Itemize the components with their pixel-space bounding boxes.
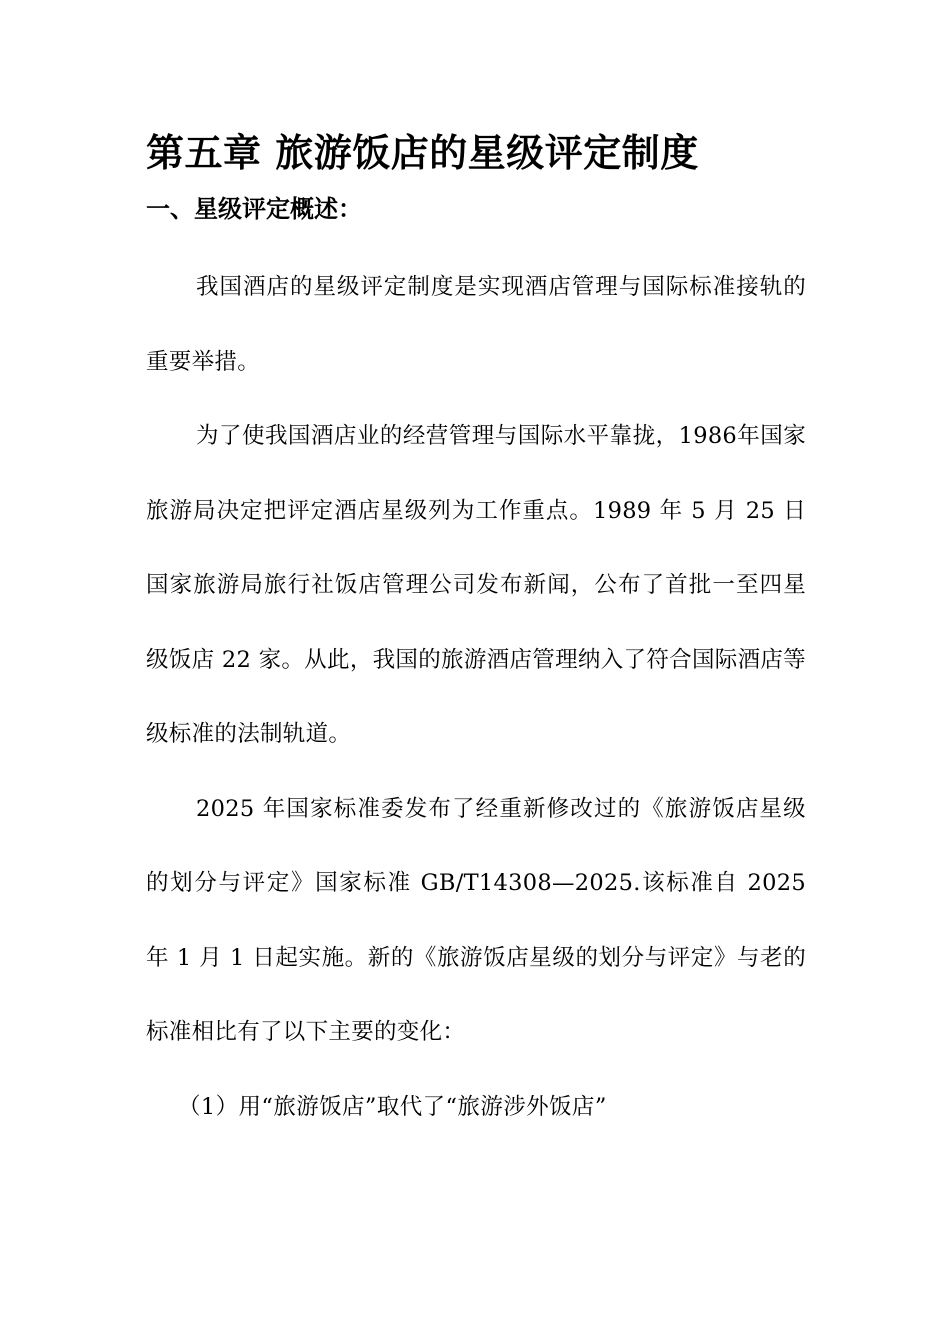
section-title: 一、星级评定概述： bbox=[146, 195, 362, 223]
chapter-title: 第五章 旅游饭店的星级评定制度 bbox=[146, 130, 699, 175]
document-body bbox=[146, 127, 806, 1144]
list-item-change-1: （1）用“旅游饭店”取代了“旅游涉外饭店” bbox=[178, 1093, 607, 1120]
paragraph-history: 为了使我国酒店业的经营管理与国际水平靠拢，1986年国家旅游局决定把评定酒店星级列为工作重点。1989 年 5 月 25 日国家旅游局旅行社饭店管理公司发布新闻，公布了首批一至四星级饭店 22 家。从此，我国的旅游酒店管理纳入了符合国际酒店等级标准的法制轨道。 bbox=[146, 423, 806, 747]
paragraph-standard: 2025 年国家标准委发布了经重新修改过的《旅游饭店星级的划分与评定》国家标准 GB/T14308—2025.该标准自 2025 年 1 月 1 日起实施。新的《旅游饭店星级的划分与评定》与老的标准相比有了以下主要的变化： bbox=[146, 795, 806, 1045]
paragraph-intro: 我国酒店的星级评定制度是实现酒店管理与国际标准接轨的重要举措。 bbox=[146, 274, 806, 375]
